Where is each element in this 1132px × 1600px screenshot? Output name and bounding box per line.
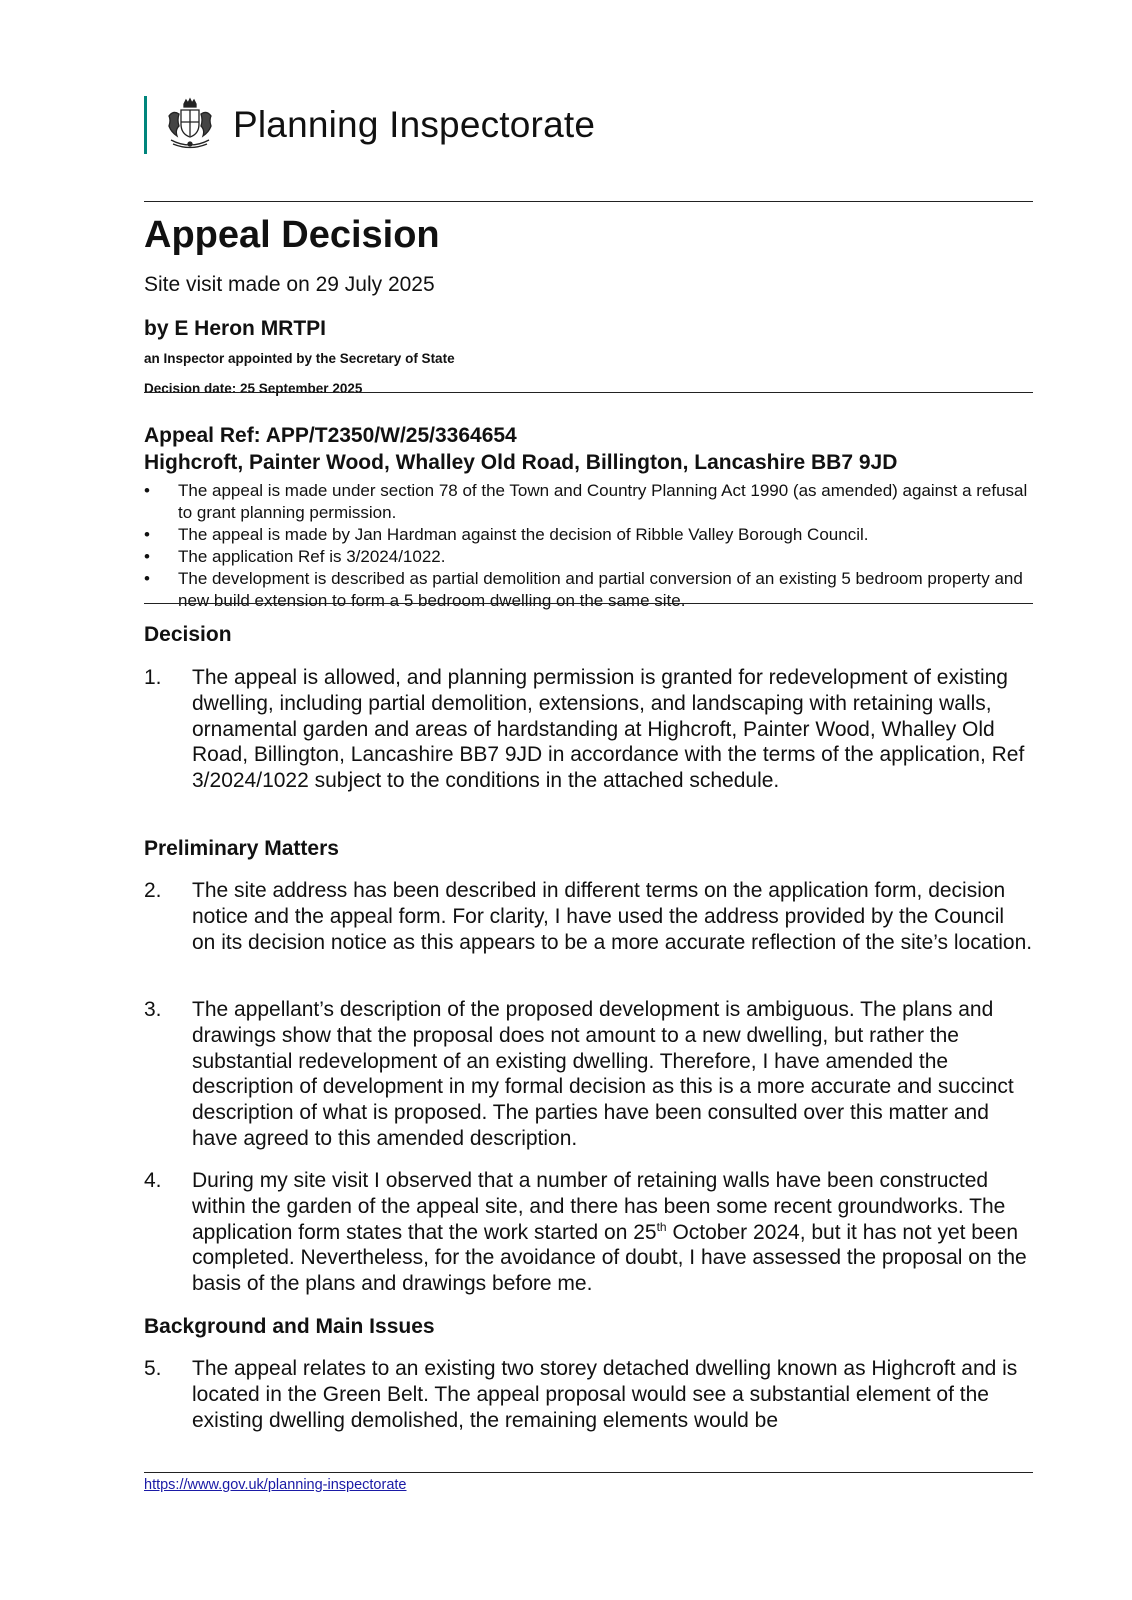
appeal-summary-list: [144, 480, 1033, 612]
site-visit-date: Site visit made on 29 July 2025: [144, 273, 435, 296]
paragraph-text: The site address has been described in different terms on the application form, decision notice and the appeal form. For clarity, I have used the address provided by the Council on its decision notice as this appears to be a more accurate reflection of the site’s location.: [192, 879, 1033, 954]
inspector-appointment: an Inspector appointed by the Secretary of State: [144, 351, 455, 366]
top-divider: [144, 201, 1033, 202]
bullet-icon: •: [144, 547, 150, 566]
section-heading-background: Background and Main Issues: [144, 1315, 435, 1338]
ordinal-suffix: th: [656, 1219, 667, 1234]
paragraph-5: [144, 1356, 1033, 1433]
section-heading-decision: Decision: [144, 623, 232, 646]
logo-accent-bar: [144, 96, 147, 154]
header-divider: [144, 392, 1033, 393]
paragraph-number: 3.: [144, 998, 162, 1021]
royal-crest-icon: [161, 96, 219, 154]
paragraph-number: 4.: [144, 1169, 162, 1192]
paragraph-text: During my site visit I observed that a number of retaining walls have been constructed within the garden of the appeal site, and there has been some recent groundworks. The application form states that the work started on 25th October 2024, but it has not yet been completed. Nevertheless, for the avoidance of doubt, I have assessed the proposal on the basis of the plans and drawings before me.: [192, 1169, 1027, 1296]
summary-divider: [144, 603, 1033, 604]
paragraph-4: [144, 1168, 1033, 1297]
paragraph-text: The appellant’s description of the proposed development is ambiguous. The plans and drawings show that the proposal does not amount to a new dwelling, but rather the substantial redevelopment of an existing dwelling. Therefore, I have amended the description of development in my formal decision as this is a more accurate and succinct description of what is proposed. The parties have been consulted over this matter and have agreed to this amended description.: [192, 998, 1014, 1150]
organisation-logo: [144, 96, 595, 154]
list-item: • The appeal is made by Jan Hardman against the decision of Ribble Valley Borough Council.: [144, 525, 869, 544]
site-address: Highcroft, Painter Wood, Whalley Old Road, Billington, Lancashire BB7 9JD: [144, 451, 898, 474]
document-title: Appeal Decision: [144, 214, 440, 256]
inspector-name: by E Heron MRTPI: [144, 317, 327, 340]
paragraph-number: 5.: [144, 1357, 162, 1380]
paragraph-number: 2.: [144, 879, 162, 902]
footer-website-link[interactable]: https://www.gov.uk/planning-inspectorate: [144, 1477, 407, 1493]
paragraph-text: The appeal is allowed, and planning permission is granted for redevelopment of existing dwelling, including partial demolition, extensions, and landscaping with retaining walls, ornamental garden and areas of hardstanding at Highcroft, Painter Wood, Whalley Old Road, Billington, Lancashire BB7 9JD in accordance with the terms of the application, Ref 3/2024/1022 subject to the conditions in the attached schedule.: [192, 666, 1025, 793]
section-heading-preliminary: Preliminary Matters: [144, 837, 339, 860]
bullet-icon: •: [144, 525, 150, 544]
list-item: • The application Ref is 3/2024/1022.: [144, 547, 446, 566]
list-item: • The development is described as partial demolition and partial conversion of an existing 5 bedroom property and new build extension to form a 5 bedroom dwelling on the same site.: [144, 569, 1023, 610]
paragraph-number: 1.: [144, 666, 162, 689]
paragraph-3: [144, 997, 1033, 1152]
decision-date: Decision date: 25 September 2025: [144, 381, 363, 396]
appeal-reference: Appeal Ref: APP/T2350/W/25/3364654: [144, 424, 517, 447]
bullet-icon: •: [144, 481, 150, 500]
paragraph-1: [144, 665, 1033, 794]
organisation-name: Planning Inspectorate: [233, 104, 596, 145]
list-item: • The appeal is made under section 78 of the Town and Country Planning Act 1990 (as amended) against a refusal to grant planning permission.: [144, 481, 1028, 522]
paragraph-2: [144, 878, 1033, 955]
footer-divider: [144, 1472, 1033, 1473]
bullet-icon: •: [144, 569, 150, 588]
paragraph-text: The appeal relates to an existing two storey detached dwelling known as Highcroft and is located in the Green Belt. The appeal proposal would see a substantial element of the existing dwelling demolished, the remaining elements would be: [192, 1357, 1018, 1432]
